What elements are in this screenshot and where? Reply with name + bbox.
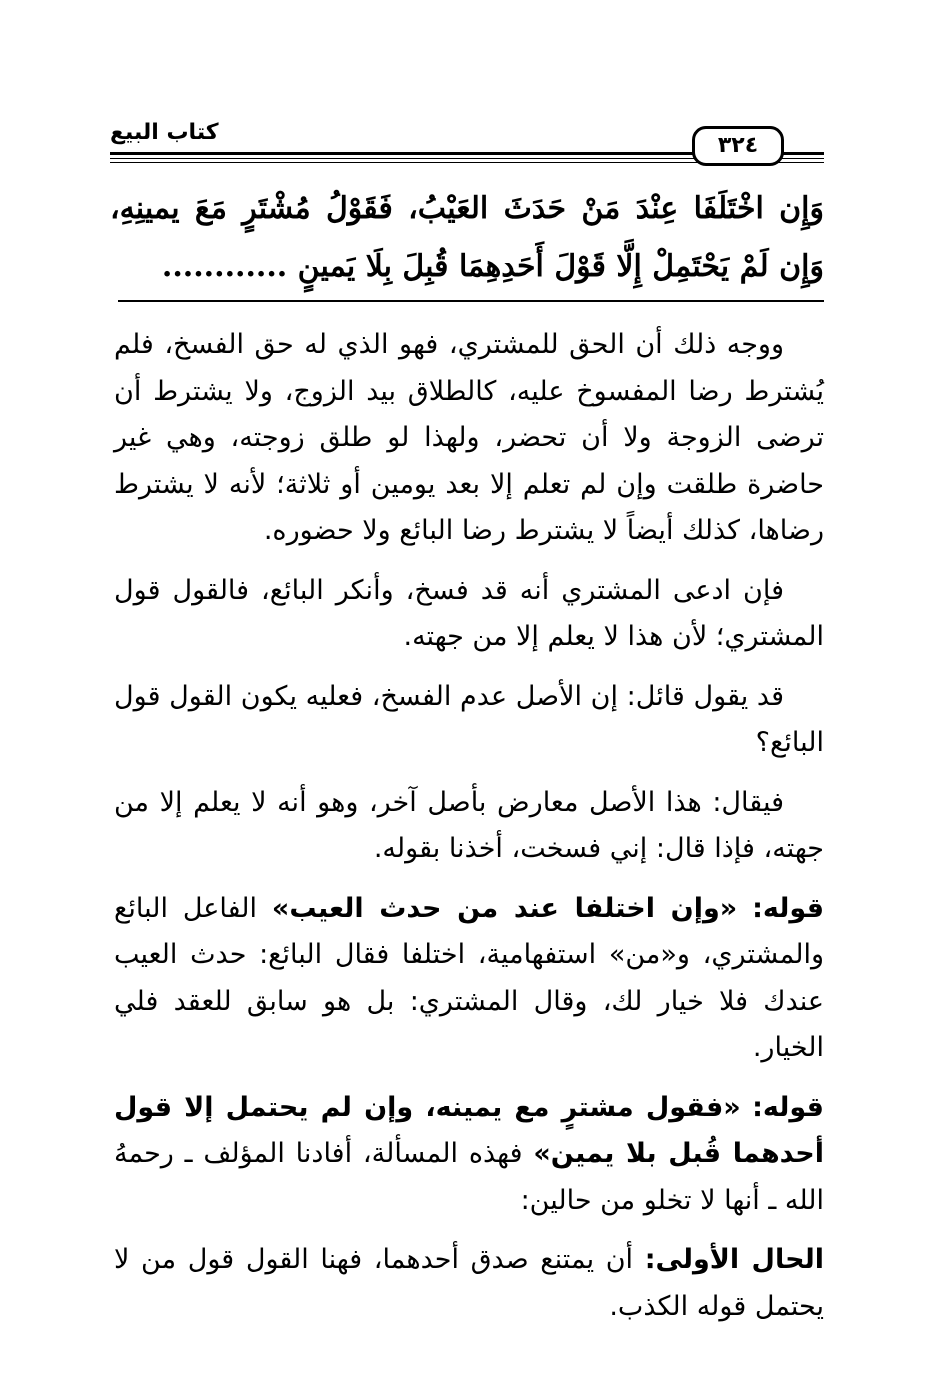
paragraph-text: فيقال: هذا الأصل معارض بأصل آخر، وهو أنه لا يعلم إلا من جهته، فإذا قال: إني فسخت، أخذنا بقوله. (114, 786, 824, 864)
paragraph-label: قوله: (752, 1091, 824, 1123)
paragraph (114, 886, 824, 1072)
paragraph-text: فإن ادعى المشتري أنه قد فسخ، وأنكر البائع، فالقول قول المشتري؛ لأن هذا لا يعلم إلا من جهته. (114, 574, 824, 652)
paragraph-text: ووجه ذلك أن الحق للمشتري، فهو الذي له حق الفسخ، فلم يُشترط رضا المفسوخ عليه، كالطلاق بيد الزوج، ولا يشترط أن ترضى الزوجة ولا أن تحضر، ولهذا لو طلق زوجته، وهي غير حاضرة طلقت وإن لم تعلم إلا بعد يومين أو ثلاثة؛ لأنه لا يشترط رضاها، كذلك أيضاً لا يشترط رضا البائع ولا حضوره. (114, 329, 824, 546)
page-number: ٣٢٤ (692, 126, 784, 166)
paragraph-label: الحال الأولى: (644, 1244, 824, 1275)
matn-quote: «فقول مشترٍ مع يمينه، وإن لم يحتمل إلا قول أحدهما قُبل بلا يمين» (114, 1091, 824, 1169)
paragraph (114, 780, 824, 873)
running-title: كتاب البيع (110, 118, 250, 148)
commentary-body (114, 322, 824, 1343)
paragraph-text: أن يمتنع صدق أحدهما، فهنا القول قول من لا يحتمل قوله الكذب. (114, 1244, 824, 1322)
paragraph (114, 674, 824, 767)
paragraph (114, 1237, 824, 1330)
matn-divider (118, 300, 824, 302)
page-header (110, 118, 824, 168)
paragraph (114, 1085, 824, 1225)
matn-line-2: وَإِن لَمْ يَحْتَمِلْ إِلَّا قَوْلَ أَحَدِهِمَا قُبِلَ بِلَا يَمينٍ ............ (161, 249, 824, 284)
matn-line-1: وَإِن اخْتَلَفَا عِنْدَ مَنْ حَدَثَ العَيْبُ، فَقَوْلُ مُشْتَرٍ مَعَ يمينِهِ، (110, 191, 824, 226)
paragraph-label: قوله: (752, 892, 825, 924)
paragraph (114, 568, 824, 661)
paragraph (114, 322, 824, 555)
paragraph-text: الفاعل البائع والمشتري، و«من» استفهامية، اختلفا فقال البائع: حدث العيب عندك فلا خيار لك، وقال المشتري: بل هو سابق للعقد فلي الخيار. (114, 892, 824, 1063)
matn-quote: «وإن اختلفا عند من حدث العيب» (271, 892, 738, 924)
matn-text (110, 180, 824, 296)
paragraph-text: قد يقول قائل: إن الأصل عدم الفسخ، فعليه يكون القول قول البائع؟ (114, 680, 824, 758)
paragraph-text: فهذه المسألة، أفادنا المؤلف ـ رحمهُ الله ـ أنها لا تخلو من حالين: (114, 1138, 824, 1216)
